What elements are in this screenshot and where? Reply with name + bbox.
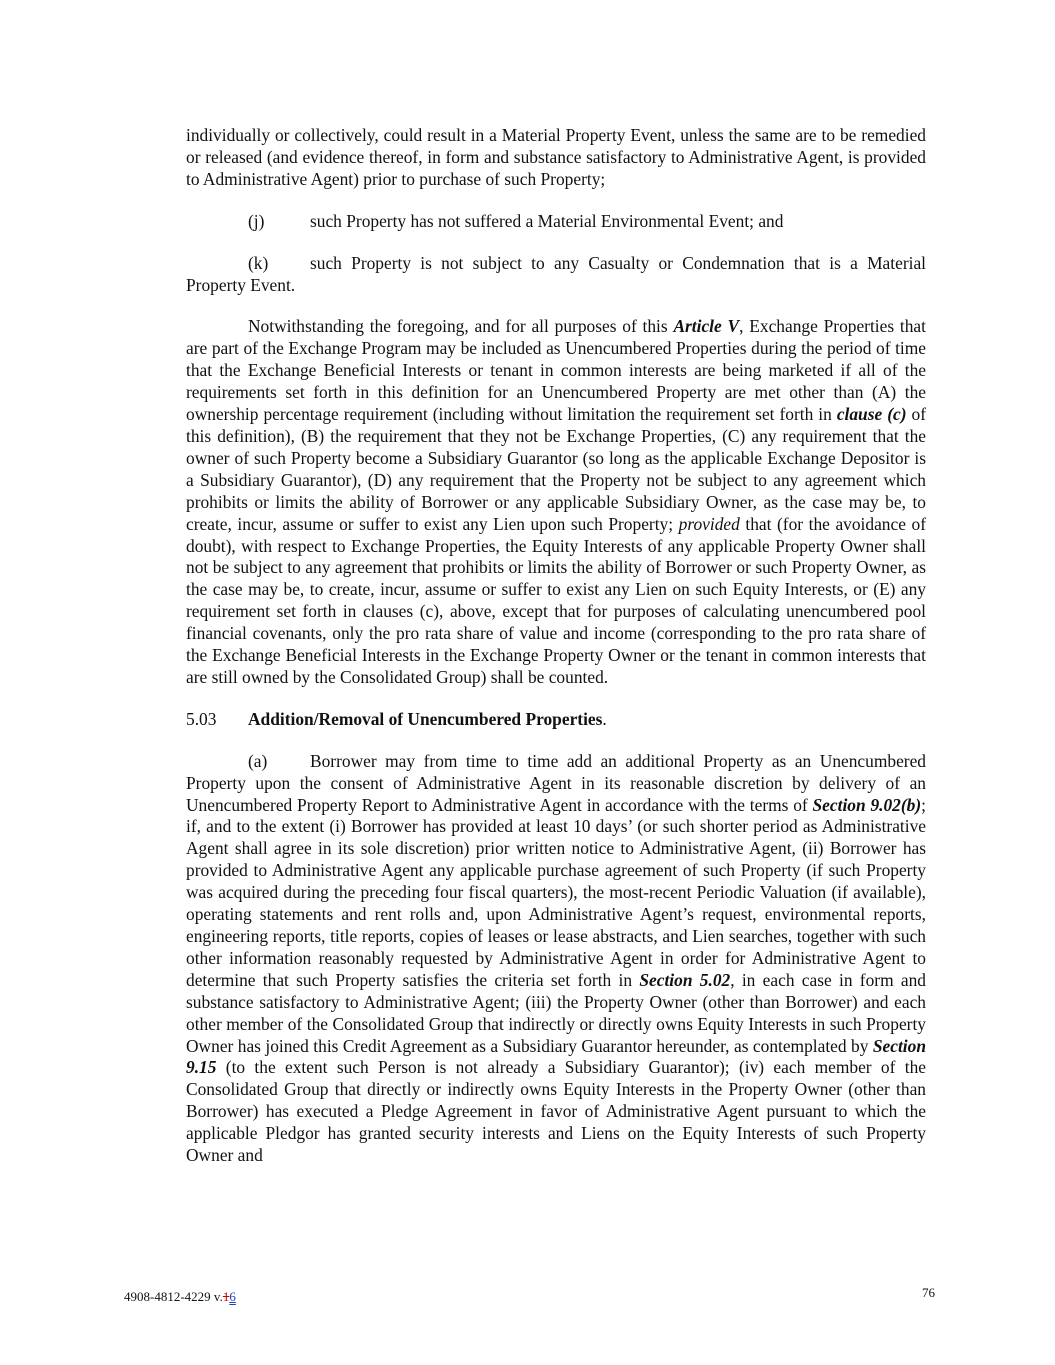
clause-a-label: (a) [248,750,268,771]
document-body [186,125,926,1167]
article-v-reference: Article V [673,316,740,337]
section-5-02-reference: Section 5.02 [639,969,731,990]
provided-term: provided [678,513,740,534]
document-id: 4908-4812-4229 v. [124,1289,223,1304]
clause-k-label: (k) [248,252,269,273]
paragraph-continuation: individually or collectively, could result in a Material Property Event, unless the same are to be remedied or released (and evidence thereof, in form and substance satisfactory to Administrative Agent, is provided to Administrative Agent) prior to purchase of such Property; [186,125,926,189]
clause-k-text: such Property is not subject to any Casualty or Condemnation that is a Material Property Event. [186,252,926,295]
section-title: Addition/Removal of Unencumbered Properties [248,708,603,729]
notwithstanding-paragraph: Notwithstanding the foregoing, and for all purposes of this Article V, Exchange Properties that are part of the Exchange Program may be included as Unencumbered Properties during the period of time that the Exchange Beneficial Interests or tenant in common interests are being marketed if all of the requirements set forth in this definition for an Unencumbered Property are met other than (A) the ownership percentage requirement (including without limitation the requirement set forth in clause (c) of this definition), (B) the requirement that they not be Exchange Properties, (C) any requirement that the owner of such Property become a Subsidiary Guarantor (so long as the applicable Exchange Depositor is a Subsidiary Guarantor), (D) any requirement that the Property not be subject to any agreement which prohibits or limits the ability of Borrower or any applicable Subsidiary Owner, as the case may be, to create, incur, assume or suffer to exist any Lien upon such Property; provided that (for the avoidance of doubt), with respect to Exchange Properties, the Equity Interests of any applicable Property Owner shall not be subject to any agreement that prohibits or limits the ability of Borrower or such Property Owner, as the case may be, to create, incur, assume or suffer to exist any Lien on such Equity Interests, or (E) any requirement set forth in clauses (c), above, except that for purposes of calculating unencumbered pool financial covenants, only the pro rata share of value and income (corresponding to the pro rata share of the Exchange Beneficial Interests in the Exchange Property Owner or the tenant in common interests that are still owned by the Consolidated Group) shall be counted. [186,316,926,687]
page-number: 76 [922,1285,935,1300]
section-9-02b-reference: Section 9.02(b) [812,794,922,815]
clause-j [186,211,926,233]
clause-k [186,253,926,297]
section-9-15-reference: Section 9.15 [186,1035,926,1078]
section-heading: 5.03 Addition/Removal of Unencumbered Properties. [186,708,607,729]
clause-a: (a) Borrower may from time to time add an additional Property as an Unencumbered Property upon the consent of Administrative Agent in its reasonable discretion by delivery of an Unencumbered Property Report to Administrative Agent in accordance with the terms of Section 9.02(b); if, and to the extent (i) Borrower has provided at least 10 days’ (or such shorter period as Administrative Agent shall agree in its sole discretion) prior written notice to Administrative Agent, (ii) Borrower has provided to Administrative Agent any applicable purchase agreement of such Property (if such Property was acquired during the preceding four fiscal quarters), the most-recent Periodic Valuation (if available), operating statements and rent rolls and, upon Administrative Agent’s request, environmental reports, engineering reports, title reports, copies of leases or lease abstracts, and Lien searches, together with such other information reasonably requested by Administrative Agent in order for Administrative Agent to determine that such Property satisfies the criteria set forth in Section 5.02, in each case in form and substance satisfactory to Administrative Agent; (iii) the Property Owner (other than Borrower) and each other member of the Consolidated Group that indirectly or directly owns Equity Interests in such Property Owner has joined this Credit Agreement as a Subsidiary Guarantor hereunder, as contemplated by Section 9.15 (to the extent such Person is not already a Subsidiary Guarantor); (iv) each member of the Consolidated Group that directly or indirectly owns Equity Interests in the Property Owner (other than Borrower) has executed a Pledge Agreement in favor of Administrative Agent pursuant to which the applicable Pledgor has granted security interests and Liens on the Equity Interests of such Property Owner and [186,750,926,1166]
version-inserted: 6 [229,1289,236,1304]
document-id-footer [124,1289,236,1305]
clause-j-label: (j) [248,210,265,231]
section-number: 5.03 [186,708,217,729]
clause-c-reference: clause (c) [836,404,907,425]
clause-j-text: such Property has not suffered a Material Environmental Event; and [310,210,784,231]
version-deleted: 1 [222,1289,230,1304]
